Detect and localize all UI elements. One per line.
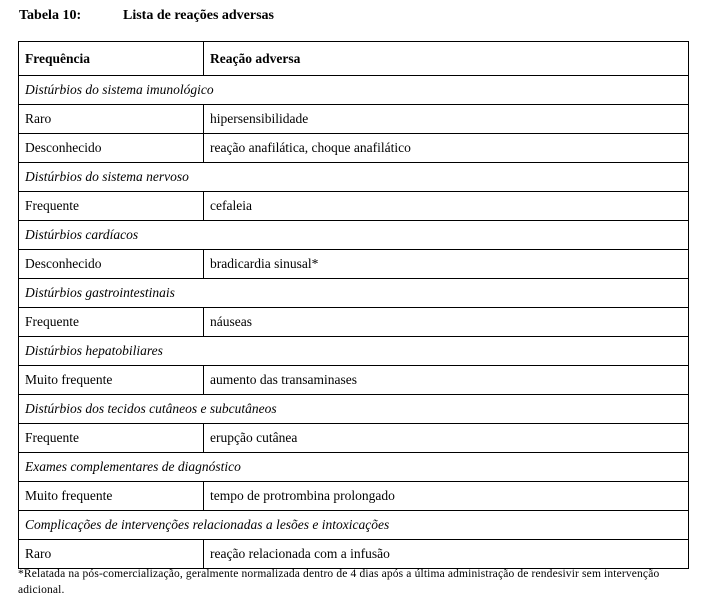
section-row [19, 76, 689, 105]
section-heading: Distúrbios do sistema imunológico [19, 76, 689, 105]
table-caption [19, 8, 274, 26]
section-heading: Distúrbios gastrointestinais [19, 279, 689, 308]
section-heading: Distúrbios hepatobiliares [19, 337, 689, 366]
frequency-cell: Raro [19, 105, 204, 134]
table-row [19, 250, 689, 279]
reaction-cell: hipersensibilidade [204, 105, 689, 134]
section-row [19, 453, 689, 482]
section-row [19, 163, 689, 192]
section-heading: Complicações de intervenções relacionadas a lesões e intoxicações [19, 511, 689, 540]
section-row [19, 221, 689, 250]
table-row [19, 105, 689, 134]
table-row [19, 134, 689, 163]
table-row [19, 366, 689, 395]
frequency-cell: Muito frequente [19, 482, 204, 511]
section-heading: Distúrbios dos tecidos cutâneos e subcutâneos [19, 395, 689, 424]
frequency-cell: Frequente [19, 424, 204, 453]
frequency-cell: Frequente [19, 192, 204, 221]
table-number: Tabela 10: [19, 8, 82, 23]
section-row [19, 279, 689, 308]
reaction-cell: náuseas [204, 308, 689, 337]
section-row [19, 395, 689, 424]
header-row [19, 42, 689, 76]
table-row [19, 482, 689, 511]
section-heading: Distúrbios do sistema nervoso [19, 163, 689, 192]
frequency-cell: Muito frequente [19, 366, 204, 395]
section-heading: Exames complementares de diagnóstico [19, 453, 689, 482]
table-title: Lista de reações adversas [123, 8, 274, 23]
section-heading: Distúrbios cardíacos [19, 221, 689, 250]
reaction-cell: erupção cutânea [204, 424, 689, 453]
header-adverse-reaction: Reação adversa [204, 42, 689, 76]
header-frequency: Frequência [19, 42, 204, 76]
table-row [19, 540, 689, 569]
section-row [19, 337, 689, 366]
adverse-reactions-table [18, 41, 689, 569]
frequency-cell: Frequente [19, 308, 204, 337]
section-row [19, 511, 689, 540]
reaction-cell: reação relacionada com a infusão [204, 540, 689, 569]
reaction-cell: reação anafilática, choque anafilático [204, 134, 689, 163]
table-body [19, 42, 689, 569]
table-row [19, 192, 689, 221]
reaction-cell: tempo de protrombina prolongado [204, 482, 689, 511]
table-row [19, 424, 689, 453]
reaction-cell: bradicardia sinusal* [204, 250, 689, 279]
reaction-cell: aumento das transaminases [204, 366, 689, 395]
frequency-cell: Desconhecido [19, 250, 204, 279]
frequency-cell: Desconhecido [19, 134, 204, 163]
reaction-cell: cefaleia [204, 192, 689, 221]
footnote: *Relatada na pós-comercialização, geralmente normalizada dentro de 4 dias após a última administração de rendesivir sem intervenção adicional. [18, 568, 660, 596]
table-row [19, 308, 689, 337]
frequency-cell: Raro [19, 540, 204, 569]
